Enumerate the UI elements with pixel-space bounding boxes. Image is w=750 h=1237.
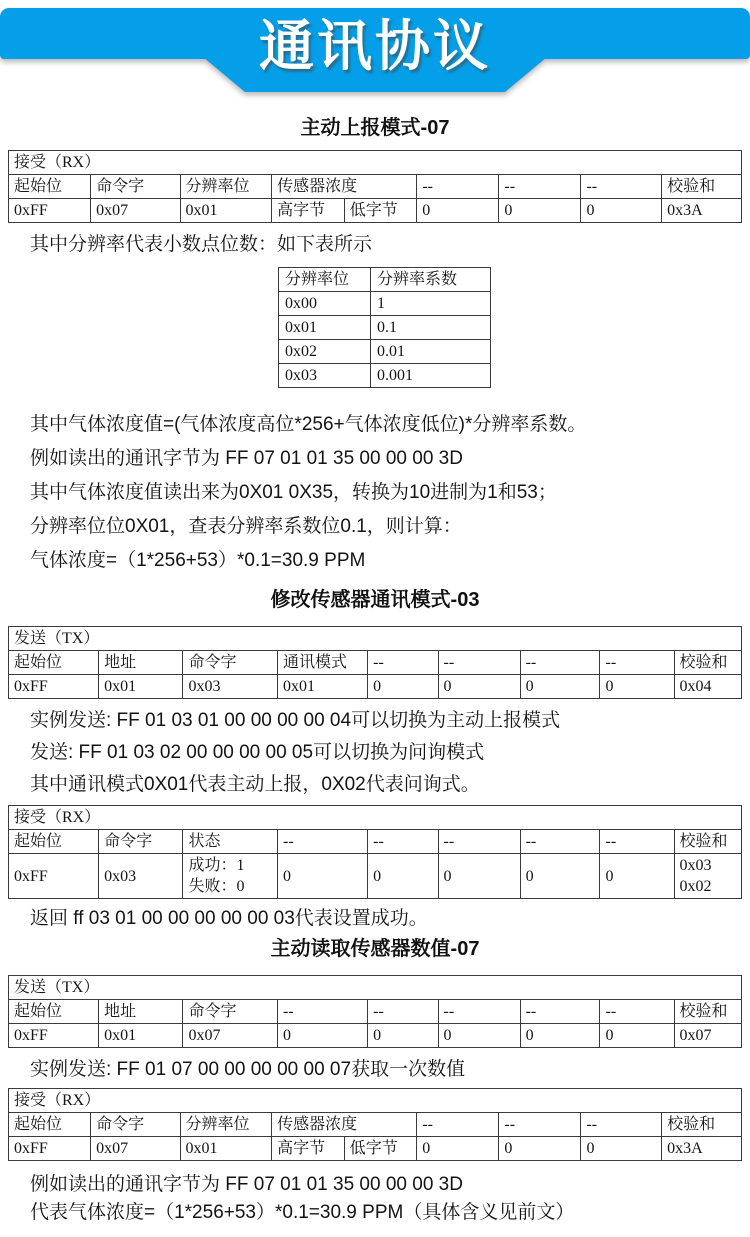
rx-frame-table-07b — [8, 1088, 742, 1161]
header-cell: 分辨率位 — [180, 175, 272, 199]
tx-frame-table-07 — [8, 975, 742, 1048]
value-cell: 0 — [520, 675, 600, 699]
value-cell: 0x01 — [277, 675, 367, 699]
body-line: 分辨率位位0X01，查表分辨率系数位0.1，则计算： — [30, 516, 462, 537]
header-cell: -- — [520, 1000, 600, 1024]
value-cell: 0 — [417, 1137, 499, 1161]
rx-frame-table-07 — [8, 150, 742, 223]
header-cell: 分辨率位 — [180, 1113, 272, 1137]
value-cell: 0x01 — [180, 1137, 272, 1161]
body-line: 发送: FF 01 03 02 00 00 00 00 05可以切换为问询模式 — [30, 742, 485, 763]
header-cell: 校验和 — [662, 175, 742, 199]
status-line: 成功：1 — [188, 857, 245, 874]
value-cell: 0x3A — [662, 199, 742, 223]
value-cell: 0 — [277, 1024, 367, 1048]
header-cell: 校验和 — [674, 651, 741, 675]
table-row — [279, 364, 491, 388]
body-line: 其中气体浓度值=(气体浓度高位*256+气体浓度低位)*分辨率系数。 — [30, 414, 587, 435]
tx-frame-table-03 — [8, 626, 742, 699]
page-title: 通讯协议 — [258, 15, 491, 77]
header-cell: 状态 — [183, 830, 278, 854]
value-cell: 0 — [600, 675, 674, 699]
header-cell: 通讯模式 — [277, 651, 367, 675]
header-cell: -- — [438, 651, 520, 675]
value-cell: 低字节 — [344, 1137, 417, 1161]
header-cell: -- — [277, 830, 367, 854]
value-cell: 低字节 — [344, 199, 417, 223]
value-cell: 0x07 — [91, 1137, 180, 1161]
header-cell: 校验和 — [674, 830, 741, 854]
example-send-note: 实例发送: FF 01 07 00 00 00 00 00 07获取一次数值 — [30, 1059, 466, 1080]
value-cell: 0xFF — [9, 199, 91, 223]
value-cell: 0 — [368, 675, 438, 699]
header-cell: -- — [499, 1113, 581, 1137]
header-cell: 传感器浓度 — [272, 175, 417, 199]
checksum-line: 0x02 — [679, 878, 712, 895]
header-cell: -- — [600, 830, 674, 854]
header-cell: 命令字 — [183, 651, 278, 675]
return-note: 返回 ff 03 01 00 00 00 00 00 03代表设置成功。 — [30, 908, 428, 929]
body-line: 其中气体浓度值读出来为0X01 0X35，转换为10进制为1和53； — [30, 482, 557, 503]
table-row — [279, 292, 491, 316]
body-line: 例如读出的通讯字节为 FF 07 01 01 35 00 00 00 3D — [30, 1174, 463, 1195]
value-cell: 0 — [417, 199, 499, 223]
value-cell: 0 — [438, 854, 520, 899]
header-cell: -- — [438, 1000, 520, 1024]
value-cell: 0x04 — [674, 675, 741, 699]
header-cell: -- — [368, 830, 438, 854]
table-caption: 接受（RX） — [9, 151, 742, 175]
value-cell: 0x03 — [183, 675, 278, 699]
table-row — [279, 316, 491, 340]
table-caption: 接受（RX） — [9, 1089, 742, 1113]
value-cell: 0xFF — [9, 1024, 99, 1048]
header-cell: -- — [600, 651, 674, 675]
value-cell: 0 — [581, 1137, 662, 1161]
header-cell: 起始位 — [9, 1000, 99, 1024]
value-cell: 0x03 — [279, 364, 371, 388]
banner — [0, 0, 750, 100]
value-cell: 0x03 — [99, 854, 183, 899]
value-cell: 0 — [438, 675, 520, 699]
header-cell: 地址 — [99, 1000, 183, 1024]
value-cell: 0x01 — [99, 1024, 183, 1048]
header-cell: 命令字 — [91, 175, 180, 199]
body-line: 其中通讯模式0X01代表主动上报，0X02代表问询式。 — [30, 774, 480, 795]
calculation-paragraph — [30, 408, 750, 578]
value-cell: 0 — [499, 199, 581, 223]
value-cell: 0.1 — [371, 316, 491, 340]
value-cell: 0 — [438, 1024, 520, 1048]
header-cell: 校验和 — [662, 1113, 742, 1137]
body-line: 气体浓度=（1*256+53）*0.1=30.9 PPM — [30, 550, 366, 571]
header-cell: 起始位 — [9, 1113, 91, 1137]
header-cell: 起始位 — [9, 175, 91, 199]
table-row — [279, 340, 491, 364]
value-cell: 0x3A — [662, 1137, 742, 1161]
section1-title: 主动上报模式-07 — [300, 117, 450, 139]
header-cell: -- — [277, 1000, 367, 1024]
status-cell — [183, 854, 278, 899]
resolution-note: 其中分辨率代表小数点位数：如下表所示 — [30, 234, 373, 255]
value-cell: 0xFF — [9, 1137, 91, 1161]
value-cell: 0 — [368, 854, 438, 899]
value-cell: 0 — [581, 199, 662, 223]
section2-title: 修改传感器通讯模式-03 — [270, 589, 480, 611]
header-cell: -- — [438, 830, 520, 854]
value-cell: 0.001 — [371, 364, 491, 388]
checksum-line: 0x03 — [679, 857, 712, 874]
value-cell: 0 — [600, 854, 674, 899]
header-cell: -- — [581, 1113, 662, 1137]
value-cell: 0x01 — [99, 675, 183, 699]
body-line: 代表气体浓度=（1*256+53）*0.1=30.9 PPM（具体含义见前文） — [30, 1202, 575, 1223]
header-cell: -- — [600, 1000, 674, 1024]
header-cell: 命令字 — [99, 830, 183, 854]
header-cell: -- — [581, 175, 662, 199]
header-cell: 命令字 — [91, 1113, 180, 1137]
header-cell: 起始位 — [9, 830, 99, 854]
value-cell: 0xFF — [9, 675, 99, 699]
value-cell: 0x00 — [279, 292, 371, 316]
checksum-cell — [674, 854, 741, 899]
value-cell: 高字节 — [272, 199, 345, 223]
body-line: 例如读出的通讯字节为 FF 07 01 01 35 00 00 00 3D — [30, 448, 463, 469]
value-cell: 0x07 — [91, 199, 180, 223]
value-cell: 0x02 — [279, 340, 371, 364]
value-cell: 0x07 — [674, 1024, 741, 1048]
table-caption: 发送（TX） — [9, 627, 742, 651]
value-cell: 0xFF — [9, 854, 99, 899]
value-cell: 0 — [600, 1024, 674, 1048]
header-cell: 校验和 — [674, 1000, 741, 1024]
header-cell: 起始位 — [9, 651, 99, 675]
value-cell: 0 — [368, 1024, 438, 1048]
header-cell: 分辨率位 — [279, 268, 371, 292]
header-cell: 命令字 — [183, 1000, 278, 1024]
value-cell: 0.01 — [371, 340, 491, 364]
mode-switch-notes — [30, 705, 750, 801]
header-cell: 传感器浓度 — [272, 1113, 417, 1137]
value-cell: 0x07 — [183, 1024, 278, 1048]
header-cell: -- — [368, 1000, 438, 1024]
body-line: 实例发送: FF 01 03 01 00 00 00 00 04可以切换为主动上报模式 — [30, 710, 561, 731]
closing-notes — [30, 1171, 750, 1227]
value-cell: 高字节 — [272, 1137, 345, 1161]
section3-title: 主动读取传感器数值-07 — [270, 938, 480, 960]
header-cell: -- — [520, 651, 600, 675]
header-cell: -- — [499, 175, 581, 199]
rx-frame-table-03 — [8, 805, 742, 899]
header-cell: -- — [368, 651, 438, 675]
value-cell: 0x01 — [180, 199, 272, 223]
table-caption: 发送（TX） — [9, 976, 742, 1000]
value-cell: 0x01 — [279, 316, 371, 340]
header-cell: -- — [417, 1113, 499, 1137]
header-cell: -- — [520, 830, 600, 854]
status-line: 失败：0 — [188, 878, 245, 895]
value-cell: 1 — [371, 292, 491, 316]
resolution-table — [278, 267, 491, 388]
header-cell: -- — [417, 175, 499, 199]
value-cell: 0 — [520, 854, 600, 899]
table-caption: 接受（RX） — [9, 806, 742, 830]
header-cell: 分辨率系数 — [371, 268, 491, 292]
value-cell: 0 — [520, 1024, 600, 1048]
value-cell: 0 — [277, 854, 367, 899]
value-cell: 0 — [499, 1137, 581, 1161]
header-cell: 地址 — [99, 651, 183, 675]
